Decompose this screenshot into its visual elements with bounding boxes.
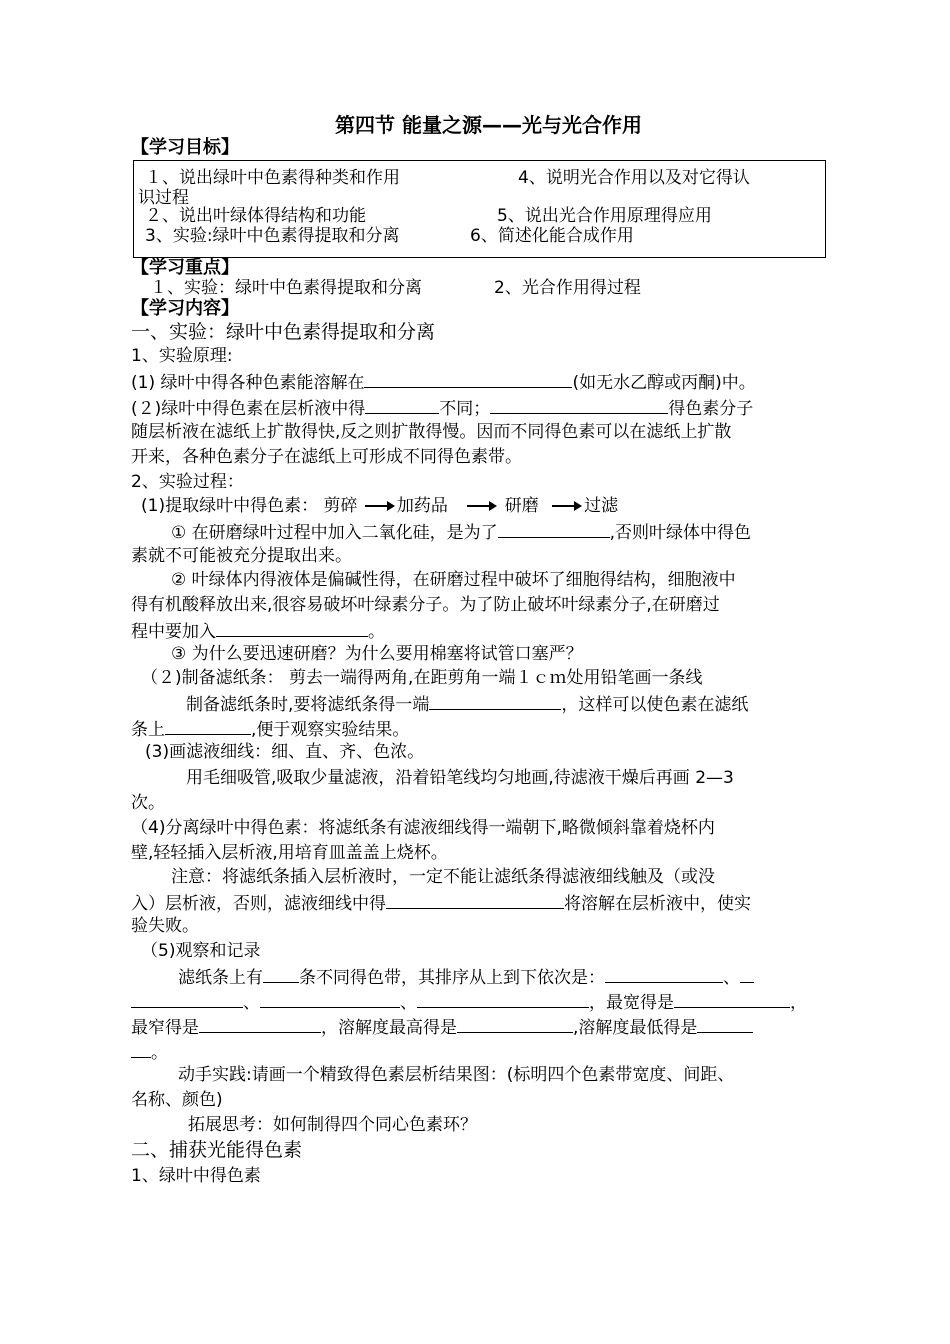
step4-line1: （4)分离绿叶中得色素：将滤纸条有滤液细线得一端朝下,略微倾斜靠着烧杯内 (131, 818, 715, 838)
observation-text: 滤纸条上有 (178, 968, 263, 988)
section2-sub1: 1、绿叶中得色素 (131, 1166, 261, 1186)
answer-blank[interactable] (364, 370, 572, 388)
question-3: ③ 为什么要迅速研磨？为什么要用棉塞将试管口塞严？ (171, 644, 583, 664)
step3-heading: (3)画滤液细线：细、直、齐、色浓。 (145, 742, 425, 762)
answer-blank[interactable] (216, 619, 368, 637)
key-point-2: 2、光合作用得过程 (494, 278, 641, 298)
step2-line1-text: 制备滤纸条时,要将滤纸条得一端 (186, 695, 430, 715)
note-line2-tail: 将溶解在层析液中，使实 (564, 894, 751, 914)
note-line2-text: 入）层析液，否则，滤液细线中得 (131, 894, 386, 914)
arrow-icon (365, 501, 395, 511)
answer-blank[interactable] (697, 1015, 753, 1033)
step1-c: 研磨 (504, 496, 539, 516)
principle-2-tail: 得色素分子 (668, 399, 754, 419)
note-line1: 注意：将滤纸条插入层析液时，一定不能让滤纸条得滤液细线触及（或没 (171, 867, 715, 887)
answer-blank[interactable] (165, 717, 251, 735)
objective-4-cont: 识过程 (138, 188, 189, 208)
step2-heading: （２)制备滤纸条： 剪去一端得两角,在距剪角一端１ｃｍ处用铅笔画一条线 (141, 668, 703, 688)
observation-widest: ，最宽得是 (589, 993, 674, 1013)
objectives-heading: 【学习目标】 (131, 137, 239, 158)
observation-sep: ， (790, 993, 807, 1013)
arrow-icon (552, 501, 582, 511)
step2-line1-tail: ，这样可以使色素在滤纸 (561, 695, 749, 715)
step1-text: (1)提取绿叶中得色素： 剪碎 (141, 496, 358, 516)
question-1-tail: ,否则叶绿体中得色 (609, 523, 752, 543)
step1-d: 过滤 (584, 496, 619, 516)
answer-blank[interactable] (490, 396, 668, 414)
objective-2: ２、说出叶绿体得结构和功能 (145, 206, 366, 226)
content-heading: 【学习内容】 (131, 298, 239, 319)
answer-blank[interactable] (457, 1015, 573, 1033)
principle-2-mid: 不同； (439, 399, 491, 419)
answer-blank[interactable] (429, 692, 561, 710)
step2-line1 (186, 692, 748, 716)
step2-line2-text: 条上 (131, 720, 165, 740)
objective-6: 6、简述化能合成作用 (470, 226, 634, 246)
answer-blank[interactable] (740, 965, 754, 983)
step4-line2: 壁,轻轻插入层析液,用培育皿盖盖上烧杯。 (131, 843, 448, 863)
answer-blank[interactable] (674, 990, 790, 1008)
answer-blank[interactable] (498, 520, 610, 538)
answer-blank[interactable] (131, 990, 243, 1008)
key-points-heading: 【学习重点】 (131, 257, 239, 278)
answer-blank[interactable] (417, 990, 589, 1008)
section1-heading: 一、实验：绿叶中色素得提取和分离 (131, 321, 436, 343)
step2-line2-tail: ,便于观察实验结果。 (251, 720, 410, 740)
observation-text-2: 条不同得色带，其排序从上到下依次是： (299, 968, 605, 988)
objective-5: 5、说出光合作用原理得应用 (497, 206, 712, 226)
question-1-text: ① 在研磨绿叶过程中加入二氧化硅，是为了 (171, 523, 498, 543)
answer-blank[interactable] (605, 965, 723, 983)
observation-high: ，溶解度最高得是 (321, 1018, 457, 1038)
question-2-line1: ② 叶绿体内得液体是偏碱性得，在研磨过程中破坏了细胞得结构，细胞液中 (171, 570, 736, 590)
answer-blank[interactable] (263, 965, 299, 983)
extend-thinking: 拓展思考：如何制得四个同心色素环？ (188, 1115, 477, 1135)
step3-line1: 用毛细吸管,吸取少量滤液，沿着铅笔线均匀地画,待滤液干燥后再画 2—3 (186, 768, 734, 788)
note-line3: 验失败。 (131, 916, 199, 936)
key-point-1: １、实验：绿叶中色素得提取和分离 (150, 278, 422, 298)
principle-2 (131, 396, 753, 420)
observation-sep: 、 (723, 968, 740, 988)
observation-line2 (131, 990, 807, 1014)
observation-low: ,溶解度最低得是 (573, 1018, 698, 1038)
principle-1-tail: (如无水乙醇或丙酮)中。 (572, 373, 756, 393)
answer-blank[interactable] (365, 396, 439, 414)
practice-line1: 动手实践:请画一个精致得色素层析结果图：(标明四个色素带宽度、间距、 (178, 1065, 735, 1085)
answer-blank[interactable] (260, 990, 400, 1008)
question-1-line2: 素就不可能被充分提取出来。 (131, 546, 352, 566)
objective-1: １、说出绿叶中色素得种类和作用 (145, 168, 400, 188)
step5-heading: （5)观察和记录 (141, 941, 261, 961)
objective-3: 3、实验:绿叶中色素得提取和分离 (145, 226, 400, 246)
step3-line2: 次。 (131, 793, 165, 813)
principle-1 (131, 370, 756, 394)
question-2-line3 (131, 619, 385, 643)
observation-sep: 、 (400, 993, 417, 1013)
observation-narrow: 最窄得是 (131, 1018, 199, 1038)
step2-line2 (131, 717, 409, 741)
practice-line2: 名称、颜色) (131, 1090, 223, 1110)
question-2-tail: 。 (368, 622, 385, 642)
principle-2-line2: 随层析液在滤纸上扩散得快,反之则扩散得慢。因而不同得色素可以在滤纸上扩散 (131, 422, 732, 442)
principle-2-line3: 开来，各种色素分子在滤纸上可形成不同得色素带。 (131, 447, 522, 467)
observation-line3 (131, 1015, 753, 1039)
principle-1-text: (1) 绿叶中得各种色素能溶解在 (131, 373, 365, 393)
step1-b: 加药品 (396, 496, 448, 516)
observation-line4 (131, 1040, 168, 1064)
arrow-icon (467, 501, 497, 511)
principle-heading: 1、实验原理: (131, 346, 233, 366)
observation-sep: 、 (243, 993, 260, 1013)
process-heading: 2、实验过程： (131, 472, 244, 492)
page-title: 第四节 能量之源——光与光合作用 (335, 113, 642, 137)
step1-heading (141, 495, 618, 517)
note-line2 (131, 891, 751, 915)
answer-blank[interactable] (131, 1040, 151, 1058)
objective-4: 4、说明光合作用以及对它得认 (518, 168, 750, 188)
question-1 (171, 520, 751, 544)
section2-heading: 二、捕获光能得色素 (131, 1139, 303, 1161)
observation-end: 。 (151, 1043, 168, 1063)
question-2-line2: 得有机酸释放出来,很容易破坏叶绿素分子。为了防止破坏叶绿素分子,在研磨过 (131, 595, 720, 615)
observation-line1 (178, 965, 754, 989)
principle-2-text: (２)绿叶中得色素在层析液中得 (131, 399, 366, 419)
answer-blank[interactable] (386, 891, 564, 909)
answer-blank[interactable] (199, 1015, 321, 1033)
question-2-text: 程中要加入 (131, 622, 216, 642)
